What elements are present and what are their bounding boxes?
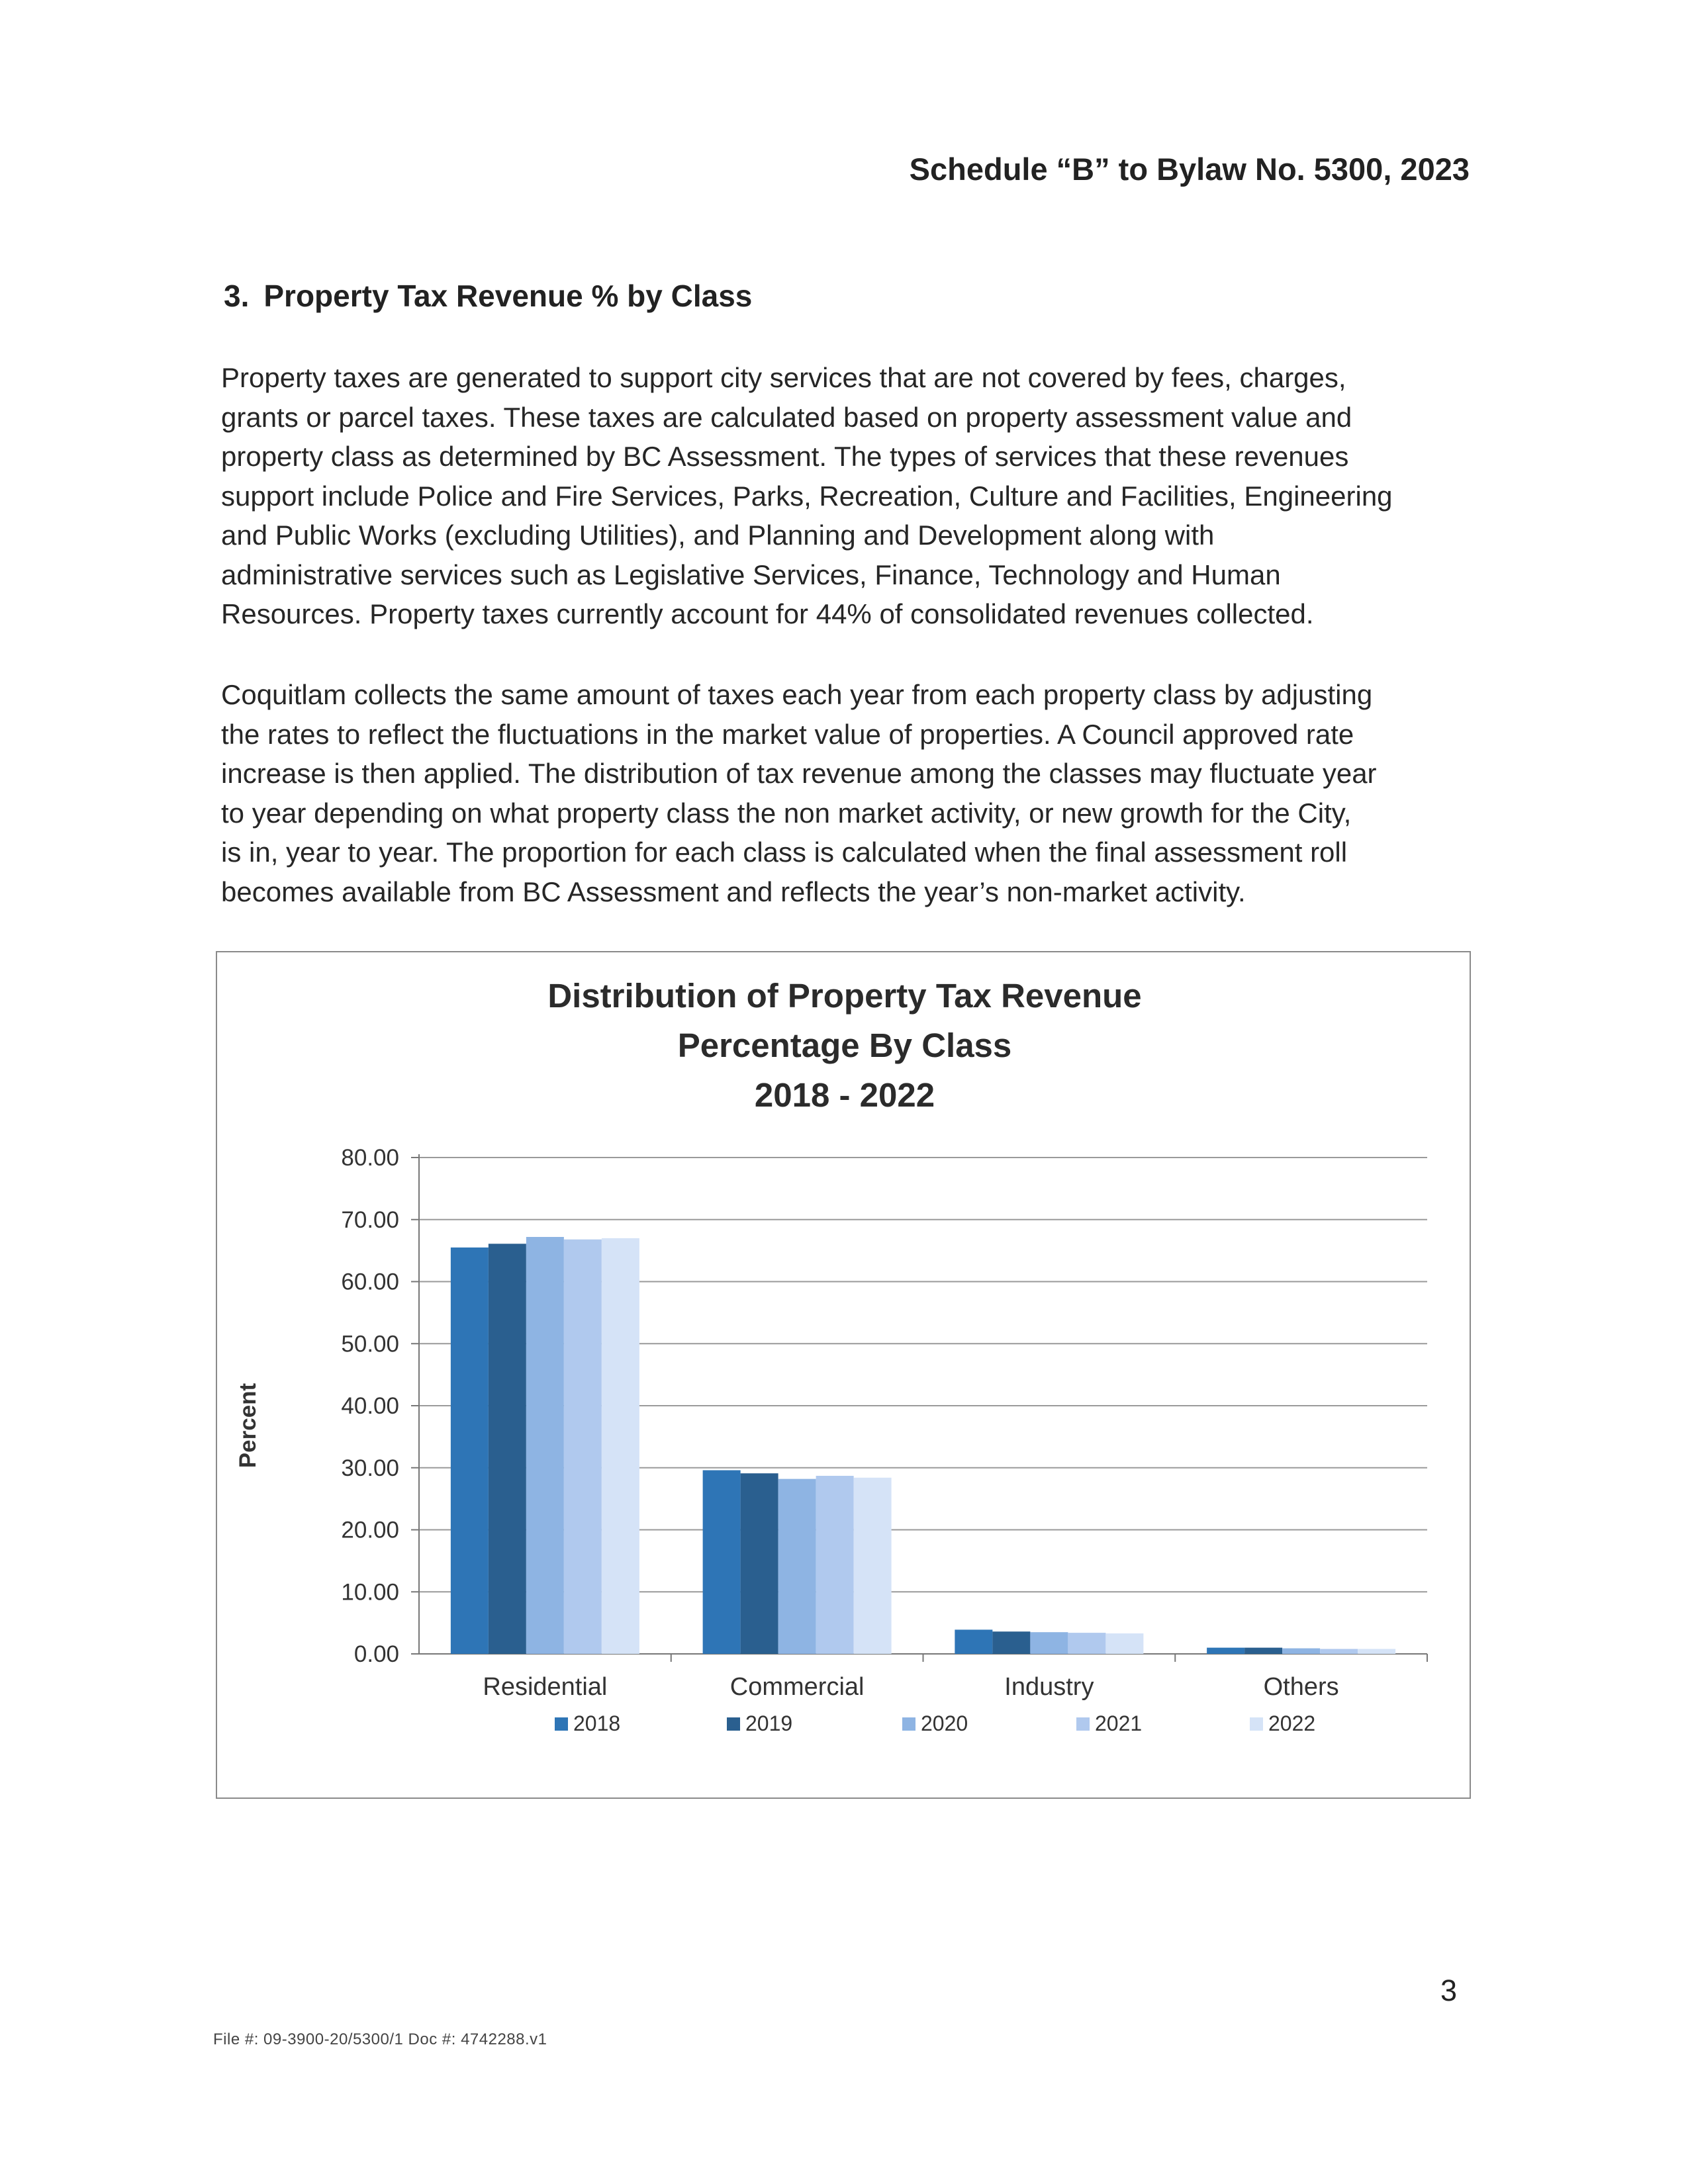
paragraph-line: increase is then applied. The distribution of tax revenue among the classes may fluctuate year (221, 758, 1377, 789)
legend-item-2019 (727, 1711, 792, 1736)
section-heading (224, 278, 752, 314)
x-tick-label: Commercial (729, 1673, 865, 1701)
bar-2020 (778, 1479, 816, 1654)
bar-2018 (1207, 1648, 1244, 1654)
legend-label: 2021 (1095, 1711, 1143, 1735)
paragraph-line: Property taxes are generated to support city services that are not covered by fees, charges, (221, 362, 1346, 393)
chart-frame (216, 951, 1471, 1799)
legend-item-2020 (902, 1711, 968, 1736)
y-tick-label: 40.00 (341, 1393, 399, 1419)
bar-2019 (489, 1244, 526, 1654)
chart-title-line: Distribution of Property Tax Revenue (547, 977, 1142, 1015)
legend-item-2018 (555, 1711, 620, 1736)
chart-title-line: 2018 - 2022 (754, 1076, 935, 1114)
bar-2019 (741, 1473, 778, 1654)
y-tick-label: 80.00 (341, 1145, 399, 1171)
legend-label: 2018 (573, 1711, 621, 1735)
bar-2022 (854, 1478, 892, 1654)
x-tick-label: Others (1263, 1673, 1339, 1701)
bar-2020 (526, 1237, 564, 1654)
paragraph-line: is in, year to year. The proportion for each class is calculated when the final assessment roll (221, 837, 1348, 868)
y-tick-label: 30.00 (341, 1455, 399, 1481)
legend-swatch (1076, 1717, 1090, 1731)
paragraph-coquitlam (221, 675, 1472, 911)
paragraph-line: administrative services such as Legislative Services, Finance, Technology and Human (221, 559, 1281, 590)
bar-2019 (1244, 1648, 1282, 1654)
bar-chart (217, 952, 1470, 1797)
paragraph-line: to year depending on what property class the non market activity, or new growth for the City, (221, 797, 1352, 829)
bar-2021 (1320, 1649, 1358, 1655)
legend-label: 2020 (921, 1711, 968, 1735)
bar-2021 (1068, 1633, 1105, 1654)
y-axis-title: Percent (235, 1383, 261, 1469)
x-tick-label: Industry (1004, 1673, 1094, 1701)
legend-label: 2019 (745, 1711, 793, 1735)
y-tick-label: 10.00 (341, 1579, 399, 1606)
bar-2020 (1282, 1649, 1320, 1654)
legend-swatch (727, 1717, 740, 1731)
paragraph-line: Resources. Property taxes currently account for 44% of consolidated revenues collected. (221, 598, 1314, 629)
paragraph-line: grants or parcel taxes. These taxes are calculated based on property assessment value and (221, 401, 1352, 433)
file-reference: File #: 09-3900-20/5300/1 Doc #: 4742288.v1 (213, 2030, 547, 2048)
bar-2019 (992, 1631, 1030, 1654)
y-tick-label: 0.00 (353, 1641, 399, 1667)
paragraph-line: support include Police and Fire Services, Parks, Recreation, Culture and Facilities, Engineering (221, 480, 1393, 512)
bar-2020 (1030, 1632, 1068, 1654)
x-tick-label: Residential (483, 1673, 608, 1701)
paragraph-line: the rates to reflect the fluctuations in the market value of properties. A Council approved rate (221, 718, 1354, 750)
bar-2022 (1105, 1633, 1143, 1654)
paragraph-line: becomes available from BC Assessment and reflects the year’s non-market activity. (221, 876, 1246, 907)
legend-item-2022 (1250, 1711, 1315, 1736)
paragraph-line: property class as determined by BC Assessment. The types of services that these revenues (221, 441, 1349, 472)
section-number: 3. (224, 279, 250, 313)
bar-2022 (602, 1238, 639, 1654)
legend-item-2021 (1076, 1711, 1142, 1736)
bar-2022 (1358, 1649, 1395, 1655)
bar-2018 (955, 1629, 992, 1654)
schedule-header: Schedule “B” to Bylaw No. 5300, 2023 (909, 152, 1470, 187)
legend-swatch (902, 1717, 915, 1731)
paragraph-line: and Public Works (excluding Utilities), and Planning and Development along with (221, 520, 1215, 551)
bar-2018 (703, 1471, 741, 1655)
y-tick-label: 20.00 (341, 1517, 399, 1543)
chart-legend (217, 1711, 1472, 1745)
y-tick-label: 70.00 (341, 1206, 399, 1233)
section-title: Property Tax Revenue % by Class (263, 279, 753, 313)
bar-2021 (564, 1240, 602, 1654)
legend-swatch (555, 1717, 568, 1731)
chart-title-line: Percentage By Class (677, 1026, 1012, 1064)
paragraph-line: Coquitlam collects the same amount of taxes each year from each property class by adjusting (221, 679, 1373, 710)
legend-swatch (1250, 1717, 1263, 1731)
paragraph-property-taxes (221, 358, 1472, 634)
bar-2021 (816, 1476, 854, 1654)
bar-2018 (451, 1248, 489, 1654)
page-number: 3 (1440, 1974, 1458, 2007)
legend-label: 2022 (1268, 1711, 1316, 1735)
y-tick-label: 50.00 (341, 1331, 399, 1357)
y-tick-label: 60.00 (341, 1269, 399, 1295)
